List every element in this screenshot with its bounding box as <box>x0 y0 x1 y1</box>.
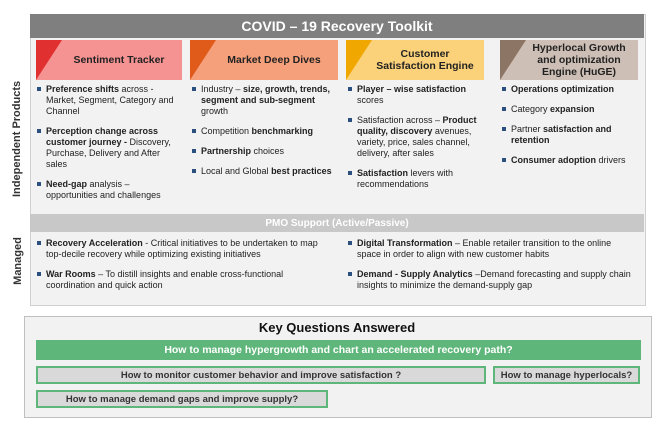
list-item: War Rooms – To distill insights and enable cross-functional coordination and quick action <box>37 269 327 291</box>
pmo-left-bullets <box>37 238 327 300</box>
list-item: Perception change across customer journey - Discovery, Purchase, Delivery and After sales <box>37 126 175 170</box>
list-item: Local and Global best practices <box>192 166 332 177</box>
question-monitor-behavior: How to monitor customer behavior and improve satisfaction ? <box>36 366 486 384</box>
toolkit-title: COVID – 19 Recovery Toolkit <box>30 14 644 38</box>
list-item: Digital Transformation – Enable retailer transition to the online space in order to align with new customer habits <box>348 238 633 260</box>
product-customer-satisfaction-engine[interactable] <box>346 40 484 80</box>
product-sentiment-tracker[interactable] <box>36 40 182 80</box>
key-questions-title: Key Questions Answered <box>258 320 416 335</box>
managed-label: Managed <box>12 237 24 285</box>
product-label: Market Deep Dives <box>227 54 321 66</box>
product-market-deep-dives[interactable] <box>190 40 338 80</box>
list-item: Recovery Acceleration - Critical initiatives to be undertaken to map top-decile recovery while optimizing existing initiatives <box>37 238 327 260</box>
list-item: Demand - Supply Analytics –Demand forecasting and supply chain insights to minimize the demand-supply gap <box>348 269 633 291</box>
list-item: Competition benchmarking <box>192 126 332 137</box>
list-item: Category expansion <box>502 104 638 115</box>
question-demand-gaps: How to manage demand gaps and improve supply? <box>36 390 328 408</box>
list-item: Consumer adoption drivers <box>502 155 638 166</box>
list-item: Industry – size, growth, trends, segment and sub-segment growth <box>192 84 332 117</box>
list-item: Satisfaction levers with recommendations <box>348 168 486 190</box>
list-item: Need-gap analysis – opportunities and challenges <box>37 179 175 201</box>
pmo-right-bullets <box>348 238 633 300</box>
pmo-support-bar: PMO Support (Active/Passive) <box>30 214 644 232</box>
product-label: Customer Satisfaction Engine <box>376 48 474 72</box>
satisfaction-bullets <box>348 84 486 199</box>
sentiment-bullets <box>37 84 175 210</box>
list-item: Partner satisfaction and retention <box>502 124 638 146</box>
huge-bullets <box>502 84 638 175</box>
list-item: Preference shifts across - Market, Segment, Category and Channel <box>37 84 175 117</box>
list-item: Partnership choices <box>192 146 332 157</box>
product-huge[interactable] <box>500 40 638 80</box>
list-item: Player – wise satisfaction scores <box>348 84 486 106</box>
product-label: Sentiment Tracker <box>73 54 165 66</box>
question-hyperlocals: How to manage hyperlocals? <box>493 366 640 384</box>
independent-products-label: Independent Products <box>11 80 23 197</box>
list-item: Satisfaction across – Product quality, discovery avenues, variety, price, sales channel, delivery, after sales <box>348 115 486 159</box>
product-label: Hyperlocal Growth and optimization Engine (HuGE) <box>532 42 626 78</box>
list-item: Operations optimization <box>502 84 638 95</box>
question-hypergrowth: How to manage hypergrowth and chart an accelerated recovery path? <box>36 340 641 360</box>
market-bullets <box>192 84 332 186</box>
